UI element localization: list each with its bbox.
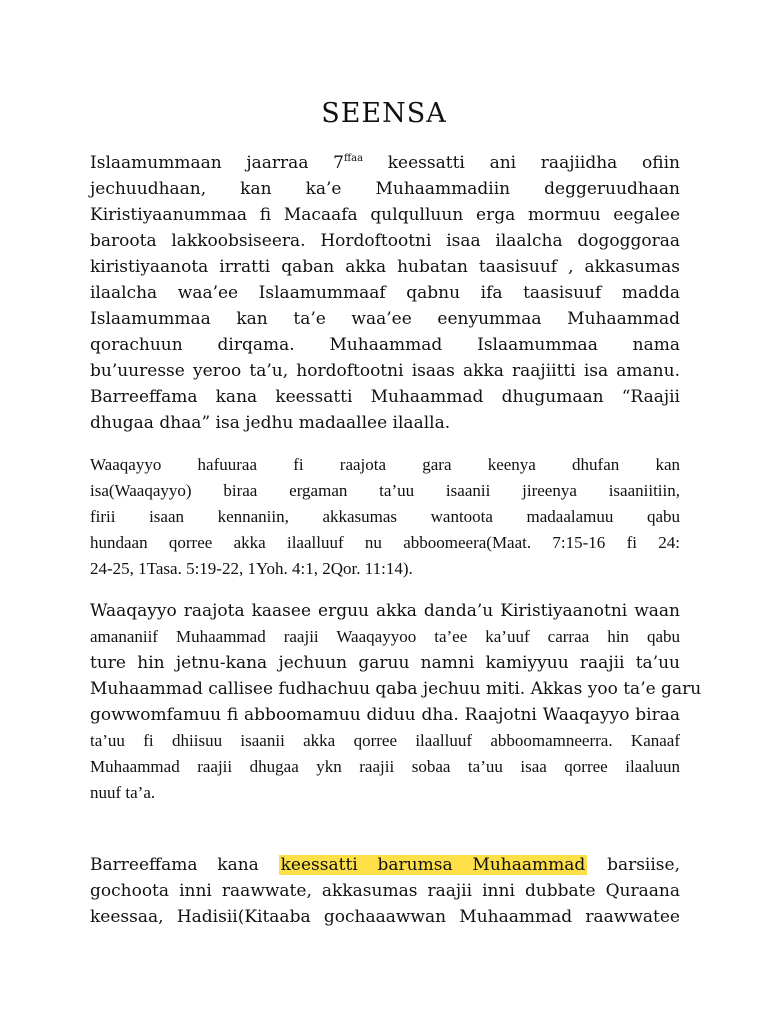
paragraph-summary <box>90 852 680 930</box>
text-line <box>90 150 680 176</box>
text-line: dhugaa dhaa” isa jedhu madaallee ilaalla. <box>90 413 451 433</box>
text-fragment: keessatti ani raajiidha ofiin <box>363 153 680 173</box>
text-line: Muhaammad callisee fudhachuu qaba jechuu miti. Akkas yoo ta’e garu <box>90 679 702 699</box>
text-line: Waaqayyo hafuuraa fi raajota gara keenya dhufan kan <box>90 455 680 474</box>
text-line: kiristiyaanota irratti qaban akka hubatan taasisuuf , akkasumas <box>90 257 680 277</box>
text-line: gowwomfamuu fi abboomamuu diduu dha. Raajotni Waaqayyo biraa <box>90 705 680 725</box>
text-line: baroota lakkoobsiseera. Hordoftootni isaa ilaalcha dogoggoraa <box>90 231 680 251</box>
text-line: Kiristiyaanummaa fi Macaafa qulqulluun erga mormuu eegalee <box>90 205 680 225</box>
text-line <box>90 852 680 878</box>
text-line: Muhaammad raajii dhugaa ykn raajii sobaa ta’uu isaa qorree ilaaluun <box>90 757 680 776</box>
text-line: firii isaan kennaniin, akkasumas wantoota madaalamuu qabu <box>90 507 680 526</box>
ordinal-suffix: ffaa <box>344 153 364 164</box>
text-line: ilaalcha waa’ee Islaamummaaf qabnu ifa taasisuuf madda <box>90 283 680 303</box>
text-line: Islaamummaa kan ta’e waa’ee eenyummaa Muhaammad <box>90 309 680 329</box>
paragraph-prophets <box>90 598 702 806</box>
text-line: amananiif Muhaammad raajii Waaqayyoo ta’ee ka’uuf carraa hin qabu <box>90 627 680 646</box>
text-fragment: Islaamummaan jaarraa 7 <box>90 153 344 173</box>
text-fragment: Barreeffama kana <box>90 855 259 875</box>
text-line: ture hin jetnu-kana jechuun garuu namni kamiyyuu raajii ta’uu <box>90 653 680 673</box>
highlighted-text: keessatti barumsa Muhaammad <box>280 855 586 875</box>
page-title: SEENSA <box>321 98 447 129</box>
text-line: keessaa, Hadisii(Kitaaba gochaaawwan Muhaammad raawwatee <box>90 907 680 927</box>
text-line: qorachuun dirqama. Muhaammad Islaamummaa nama <box>90 335 680 355</box>
text-line: ta’uu fi dhiisuu isaanii akka qorree ilaalluuf abboomamneerra. Kanaaf <box>90 731 680 750</box>
text-fragment: barsiise, <box>607 855 680 875</box>
text-line: isa(Waaqayyo) biraa ergaman ta’uu isaanii jireenya isaaniitiin, <box>90 481 680 500</box>
text-line: nuuf ta’a. <box>90 783 156 802</box>
text-line: Waaqayyo raajota kaasee erguu akka danda’u Kiristiyaanotni waan <box>90 601 680 621</box>
text-line: jechuudhaan, kan ka’e Muhaammadiin deggeruudhaan <box>90 179 680 199</box>
paragraph-intro <box>90 150 680 436</box>
text-line: 24-25, 1Tasa. 5:19-22, 1Yoh. 4:1, 2Qor. 11:14). <box>90 559 413 578</box>
text-line: gochoota inni raawwate, akkasumas raajii inni dubbate Quraana <box>90 881 680 901</box>
text-line: hundaan qorree akka ilaalluuf nu abboomeera(Maat. 7:15-16 fi 24: <box>90 533 680 552</box>
paragraph-scripture <box>90 452 680 582</box>
text-line: Barreeffama kana keessatti Muhaammad dhugumaan “Raajii <box>90 387 680 407</box>
text-line: bu’uuresse yeroo ta’u, hordoftootni isaas akka raajiitti isa amanu. <box>90 361 680 381</box>
